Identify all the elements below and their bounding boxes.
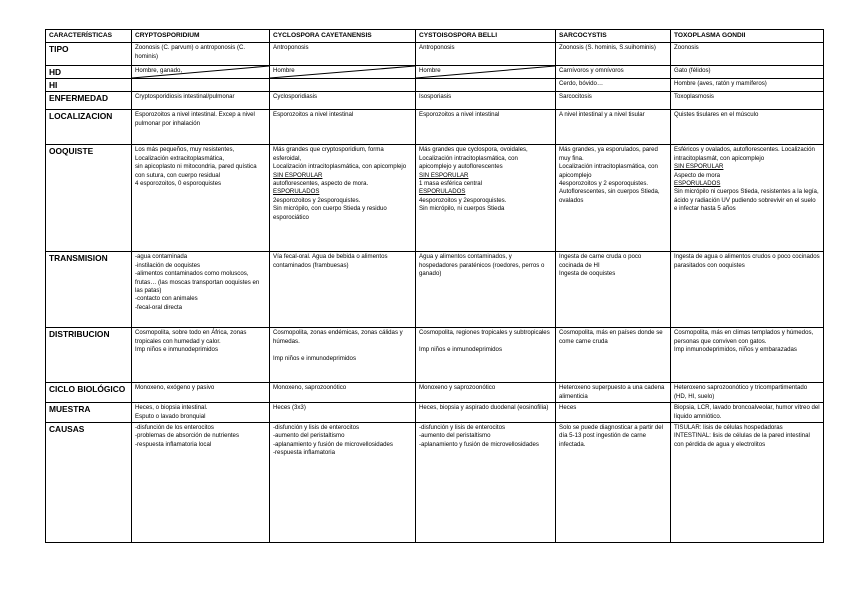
- cell-text: Toxoplasmosis: [674, 93, 714, 101]
- cell-text: [419, 80, 552, 88]
- cell-text: Monoxeno y saprozoonótico: [419, 384, 496, 392]
- cell-text: Ingesta de ooquistes: [559, 270, 616, 278]
- cell-text: Cryptosporidiosis intestinal/pulmonar: [135, 93, 235, 101]
- column-header: SARCOCYSTIS: [556, 30, 671, 43]
- comparison-table: [45, 29, 824, 543]
- cell-text: Gato (félidos): [674, 67, 711, 75]
- cell-text: Cosmopolita, más en países donde se come carne cruda: [559, 329, 665, 345]
- cell-text: Sin micrópilo, con cuerpo Stieda y residuo esporociático: [273, 205, 389, 221]
- cell-text: Agua y alimentos contaminados, y hospedadores paraténicos (roedores, perros o ganado): [419, 253, 547, 278]
- table-cell: [416, 145, 556, 252]
- table-row: [46, 423, 824, 543]
- table-cell: [671, 328, 824, 383]
- cell-text: Solo se puede diagnosticar a partir del día 5-13 post ingestión de carne infectada.: [559, 424, 665, 448]
- table-row: [46, 383, 824, 403]
- table-cell: [132, 328, 270, 383]
- cell-text: -aplanamiento y fusión de microvellosidades: [273, 440, 393, 448]
- header-row: [46, 30, 824, 43]
- cell-text: -disfunción y lisis de enterocitos: [419, 424, 506, 432]
- row-header: OOQUISTE: [46, 145, 132, 252]
- column-header: CYCLOSPORA CAYETANENSIS: [270, 30, 416, 43]
- table-cell: [416, 252, 556, 328]
- cell-text: -agua contaminada: [135, 253, 188, 261]
- table-cell: [270, 252, 416, 328]
- cell-text: Los más pequeños, muy resistentes, Localización extracitoplasmática,: [135, 146, 236, 162]
- cell-text: 1 masa esférica central: [419, 180, 482, 188]
- cell-text: Esféricos y ovalados, autoflorescentes. Localización intracitoplasmát, con apicomplejo: [674, 146, 817, 162]
- cell-text: -aumento del peristaltismo: [273, 432, 345, 440]
- cell-text: Imp niños e inmunodeprimidos: [135, 346, 218, 354]
- cell-text: Localización intracitoplasmática, con apicomplejo: [559, 163, 660, 179]
- cell-text: [273, 346, 412, 354]
- table-row: [46, 43, 824, 66]
- cell-text: Antroponosis: [419, 44, 455, 52]
- cell-text: Esporozoitos a nivel intestinal: [273, 111, 354, 119]
- cell-text: Sin micrópilo ni cuerpos Stieda, resistentes a la legía, ácido y radiación UV pudiendo sobrevivir en el suelo e infectar hasta 5 años: [674, 188, 821, 213]
- table-cell: [671, 110, 824, 145]
- cell-text: Isosporiasis: [419, 93, 452, 101]
- cell-text: Imp niños e inmunodeprimidos: [419, 346, 502, 354]
- table-cell: [270, 145, 416, 252]
- row-header: TRANSMISION: [46, 252, 132, 328]
- cell-text: Quistes tisulares en el músculo: [674, 111, 759, 119]
- table-row: [46, 328, 824, 383]
- cell-text: Ingesta de agua o alimentos crudos o poco cocinados parasitados con ooquistes: [674, 253, 822, 269]
- row-header: CAUSAS: [46, 423, 132, 543]
- table-cell: [416, 110, 556, 145]
- table-cell: [132, 145, 270, 252]
- table-cell: [671, 423, 824, 543]
- row-header: HD: [46, 66, 132, 79]
- cell-text: autoflorescentes, aspecto de mora.: [273, 180, 369, 188]
- table-cell: [416, 79, 556, 92]
- cell-text: Hombre, ganado,: [135, 67, 183, 75]
- table-cell: [132, 423, 270, 543]
- cell-text: [273, 80, 412, 88]
- table-cell: [671, 145, 824, 252]
- table-cell: [270, 110, 416, 145]
- cell-text: -problemas de absorción de nutrientes: [135, 432, 239, 440]
- cell-text: A nivel intestinal y a nivel tisular: [559, 111, 645, 119]
- table-row: [46, 145, 824, 252]
- table-row: [46, 79, 824, 92]
- table-cell: [556, 252, 671, 328]
- column-header: CRYPTOSPORIDIUM: [132, 30, 270, 43]
- cell-text: Sin micrópilo, ni cuerpos Stieda: [419, 205, 505, 213]
- table-cell: [416, 43, 556, 66]
- cell-text: Heteroxeno superpuesto a una cadena alimenticia: [559, 384, 667, 400]
- table-cell: [671, 66, 824, 79]
- table-cell: [270, 92, 416, 110]
- table-cell: [671, 252, 824, 328]
- cell-text: Vía fecal-oral. Agua de bebida o alimentos contaminados (frambuesas): [273, 253, 390, 269]
- table-row: [46, 403, 824, 423]
- cell-text: 4 esporozoitos, 0 esporoquistes: [135, 180, 222, 188]
- cell-text: Heteroxeno saprozoonótico y tricompartimentado (HD, HI, suelo): [674, 384, 809, 400]
- cell-text: ESPORULADOS: [273, 188, 320, 196]
- table-cell: [270, 383, 416, 403]
- cell-text: Zoonosis: [674, 44, 699, 52]
- cell-text: Heces, o biopsia intestinal.: [135, 404, 208, 412]
- table-cell: [556, 423, 671, 543]
- cell-text: Zoonosis (S. hominis, S.suihominis): [559, 44, 656, 52]
- table-cell: [671, 383, 824, 403]
- table-cell: [556, 110, 671, 145]
- cell-text: -aplanamiento y fusión de microvellosidades: [419, 440, 539, 448]
- cell-text: -respuesta inflamatoria: [273, 449, 335, 457]
- table-cell: [132, 383, 270, 403]
- table-row: [46, 92, 824, 110]
- cell-text: -disfunción de los enterocitos: [135, 424, 214, 432]
- table-cell: [416, 92, 556, 110]
- cell-text: 2esporozoitos y 2esporoquistes.: [273, 196, 361, 204]
- cell-text: Más grandes, ya esporulados, pared muy fina.: [559, 146, 660, 162]
- cell-text: Cosmopolita, regiones tropicales y subtropicales: [419, 329, 550, 337]
- cell-text: -alimentos contaminados como moluscos, frutas… (las moscas transportan ooquistes en las patas): [135, 270, 262, 295]
- cell-text: Sarcocitosis: [559, 93, 592, 101]
- cell-text: Esporozoitos a nivel intestinal: [419, 111, 500, 119]
- cell-text: Ingesta de carne cruda o poco cocinada de HI: [559, 253, 644, 269]
- diagonal-line: [132, 66, 269, 78]
- cell-text: [419, 338, 552, 346]
- cell-text: Autoflorescentes, sin cuerpos Stieda, ovalados: [559, 188, 662, 204]
- cell-text: TISULAR: lisis de células hospedadoras: [674, 424, 783, 432]
- row-header: LOCALIZACION: [46, 110, 132, 145]
- cell-text: Esporozoitos a nivel intestinal. Excep a nivel pulmonar por inhalación: [135, 111, 257, 127]
- row-header: TIPO: [46, 43, 132, 66]
- table-cell: [416, 423, 556, 543]
- column-header: CARACTERÍSTICAS: [46, 30, 132, 43]
- cell-text: 4esporozoitos y 2esporoquistes.: [419, 196, 507, 204]
- table-cell: [132, 403, 270, 423]
- table-cell: [416, 403, 556, 423]
- table-cell: [132, 252, 270, 328]
- table-row: [46, 110, 824, 145]
- table-cell: [671, 43, 824, 66]
- cell-text: Zoonosis (C. parvum) o antroponosis (C. hominis): [135, 44, 247, 60]
- cell-text: -disfunción y lisis de enterocitos: [273, 424, 360, 432]
- table-cell: [556, 66, 671, 79]
- cell-text: Cosmopolita, zonas endémicas, zonas cálidas y húmedas.: [273, 329, 405, 345]
- cell-text: Más grandes que cryptosporidium, forma esferoidal,: [273, 146, 386, 162]
- cell-text: sin apicoplasto ni mitocondria, pared quística con sutura, con cuerpo residual: [135, 163, 259, 179]
- table-cell: [416, 383, 556, 403]
- cell-text: SIN ESPORULAR: [674, 163, 724, 171]
- cell-text: Cosmopolita, más en climas templados y húmedos, personas que conviven con gatos.: [674, 329, 815, 345]
- cell-text: Hombre: [273, 67, 295, 75]
- table-row: [46, 252, 824, 328]
- column-header: CYSTOISOSPORA BELLI: [416, 30, 556, 43]
- diagonal-line: [416, 66, 555, 78]
- cell-text: Imp niños e inmunodeprimidos: [273, 354, 356, 362]
- cell-text: Hombre (aves, ratón y mamíferos): [674, 80, 767, 88]
- cell-text: Heces, biopsia y aspirado duodenal (eosinofilia): [419, 404, 549, 412]
- row-header: MUESTRA: [46, 403, 132, 423]
- cell-text: Antroponosis: [273, 44, 309, 52]
- table-cell: [556, 79, 671, 92]
- table-cell: [671, 79, 824, 92]
- table-cell: [132, 110, 270, 145]
- table-cell: [416, 328, 556, 383]
- cell-text: Heces: [559, 404, 577, 412]
- cell-text: Monoxeno, saprozoonótico: [273, 384, 347, 392]
- table-cell: [556, 403, 671, 423]
- cell-text: [135, 80, 266, 88]
- table-cell: [556, 145, 671, 252]
- table-cell: [671, 92, 824, 110]
- cell-text: Cyclosporidiasis: [273, 93, 318, 101]
- cell-text: ESPORULADOS: [674, 180, 721, 188]
- cell-text: ESPORULADOS: [419, 188, 466, 196]
- cell-text: -fecal-oral directa: [135, 303, 183, 311]
- cell-text: Aspecto de mora: [674, 171, 721, 179]
- cell-text: -aumento del peristaltismo: [419, 432, 491, 440]
- cell-text: 4esporozoitos y 2 esporoquistes.: [559, 180, 649, 188]
- table-row: [46, 66, 824, 79]
- cell-text: -instilación de ooquistes: [135, 261, 201, 269]
- cell-text: Hombre: [419, 67, 441, 75]
- table-cell: [132, 66, 270, 79]
- cell-text: INTESTINAL: lisis de células de la pared intestinal con pérdida de agua y electrolitos: [674, 432, 812, 448]
- table-cell: [556, 328, 671, 383]
- cell-text: SIN ESPORULAR: [419, 171, 469, 179]
- cell-text: Esputo o lavado bronquial: [135, 412, 206, 420]
- cell-text: Monoxeno, exógeno y pasivo: [135, 384, 215, 392]
- table-cell: [556, 92, 671, 110]
- table-cell: [132, 79, 270, 92]
- cell-text: SIN ESPORULAR: [273, 171, 323, 179]
- table-body: [46, 43, 824, 543]
- table-cell: [270, 43, 416, 66]
- table-cell: [416, 66, 556, 79]
- table-cell: [270, 79, 416, 92]
- cell-text: Imp inmunodeprimidos, niños y embarazadas: [674, 346, 797, 354]
- table-cell: [270, 423, 416, 543]
- table-cell: [671, 403, 824, 423]
- table-cell: [556, 43, 671, 66]
- cell-text: Cosmopolita, sobre todo en África, zonas tropicales con humedad y calor.: [135, 329, 249, 345]
- cell-text: Más grandes que cyclospora, ovoidales, Localización intracitoplasmática, con apicomplejo y autoflorescentes: [419, 146, 530, 171]
- cell-text: Carnívoros y omnívoros: [559, 67, 624, 75]
- row-header: ENFERMEDAD: [46, 92, 132, 110]
- diagonal-line: [270, 66, 415, 78]
- row-header: HI: [46, 79, 132, 92]
- table-cell: [132, 43, 270, 66]
- row-header: CICLO BIOLÓGICO: [46, 383, 132, 403]
- cell-text: Heces (3x3): [273, 404, 306, 412]
- cell-text: -respuesta inflamatoria local: [135, 440, 212, 448]
- cell-text: Localización intracitoplasmática, con apicomplejo: [273, 163, 407, 171]
- table-cell: [132, 92, 270, 110]
- row-header: DISTRIBUCION: [46, 328, 132, 383]
- table-cell: [270, 328, 416, 383]
- table-cell: [270, 403, 416, 423]
- table-cell: [556, 383, 671, 403]
- cell-text: Biopsia, LCR, lavado broncoalveolar, humor vítreo del líquido amniótico.: [674, 404, 822, 420]
- table-cell: [270, 66, 416, 79]
- cell-text: -contacto con animales: [135, 295, 198, 303]
- cell-text: Cerdo, bóvido…: [559, 80, 604, 88]
- column-header: TOXOPLASMA GONDII: [671, 30, 824, 43]
